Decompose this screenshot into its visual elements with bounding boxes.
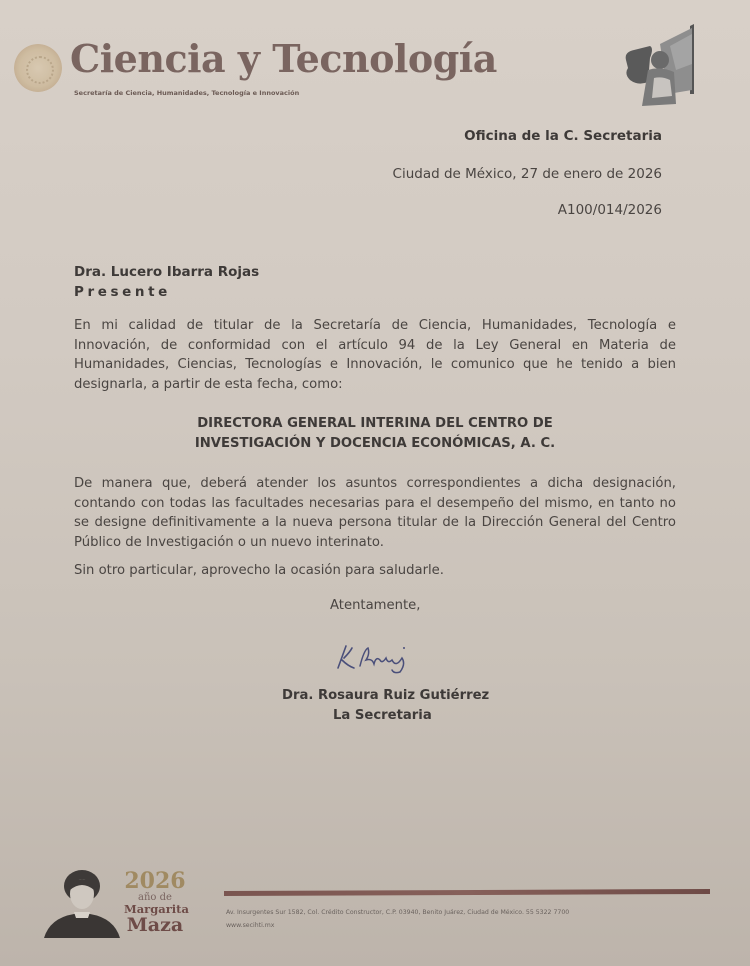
footer-address: Av. Insurgentes Sur 1582, Col. Crédito Constructor, C.P. 03940, Benito Juárez, Ciudad de México. 55 5322 7700 [226, 909, 570, 916]
appointment-line-1: DIRECTORA GENERAL INTERINA DEL CENTRO DE [197, 416, 553, 431]
place-date: Ciudad de México, 27 de enero de 2026 [392, 166, 662, 182]
signer-name: Dra. Rosaura Ruiz Gutiérrez [282, 688, 490, 703]
closing-text: Atentamente, [330, 598, 421, 613]
coat-of-arms-seal-icon [14, 44, 62, 92]
appointment-line-2: INVESTIGACIÓN Y DOCENCIA ECONÓMICAS, A. C. [194, 435, 556, 451]
footer-website: www.secihti.mx [226, 922, 275, 929]
appointment-title [74, 414, 676, 453]
brand-title: Ciencia y Tecnología [70, 36, 497, 81]
paragraph-closing: Sin otro particular, aprovecho la ocasión para saludarle. [74, 563, 444, 578]
paragraph-duties: De manera que, deberá atender los asuntos correspondientes a dicha designación, contando con todas las facultades necesarias para el desempeño del mismo, en tanto no se designe definitivamente a la nueva persona titular de la Dirección General del Centro Público de Investigación o un nuevo interinato. [74, 476, 676, 550]
badge-honoree-last: Maza [126, 913, 184, 936]
recipient-name: Dra. Lucero Ibarra Rojas [74, 264, 260, 280]
salutation: Presente [74, 284, 171, 300]
woman-with-flag-emblem-icon [620, 24, 708, 112]
year-badge [124, 868, 189, 936]
badge-honoree-first: Margarita [124, 902, 189, 916]
badge-year-sub: año de [138, 892, 172, 903]
badge-year: 2026 [124, 868, 186, 894]
margarita-maza-portrait-icon [44, 868, 136, 938]
paragraph-designation: En mi calidad de titular de la Secretaría de Ciencia, Humanidades, Tecnología e Innovación, de conformidad con el artículo 94 de la Ley General en Materia de Humanidades, Ciencias, Tecnologías e Innovación, le comunico que he tenido a bien designarla, a partir de esta fecha, como: [74, 318, 676, 392]
signer-title: La Secretaria [333, 708, 432, 723]
reference-number: A100/014/2026 [557, 202, 662, 218]
handwritten-signature-icon [330, 638, 420, 678]
brand-subtitle: Secretaría de Ciencia, Humanidades, Tecnología e Innovación [74, 89, 300, 97]
footer-divider [224, 889, 710, 896]
office-name: Oficina de la C. Secretaria [464, 128, 662, 144]
